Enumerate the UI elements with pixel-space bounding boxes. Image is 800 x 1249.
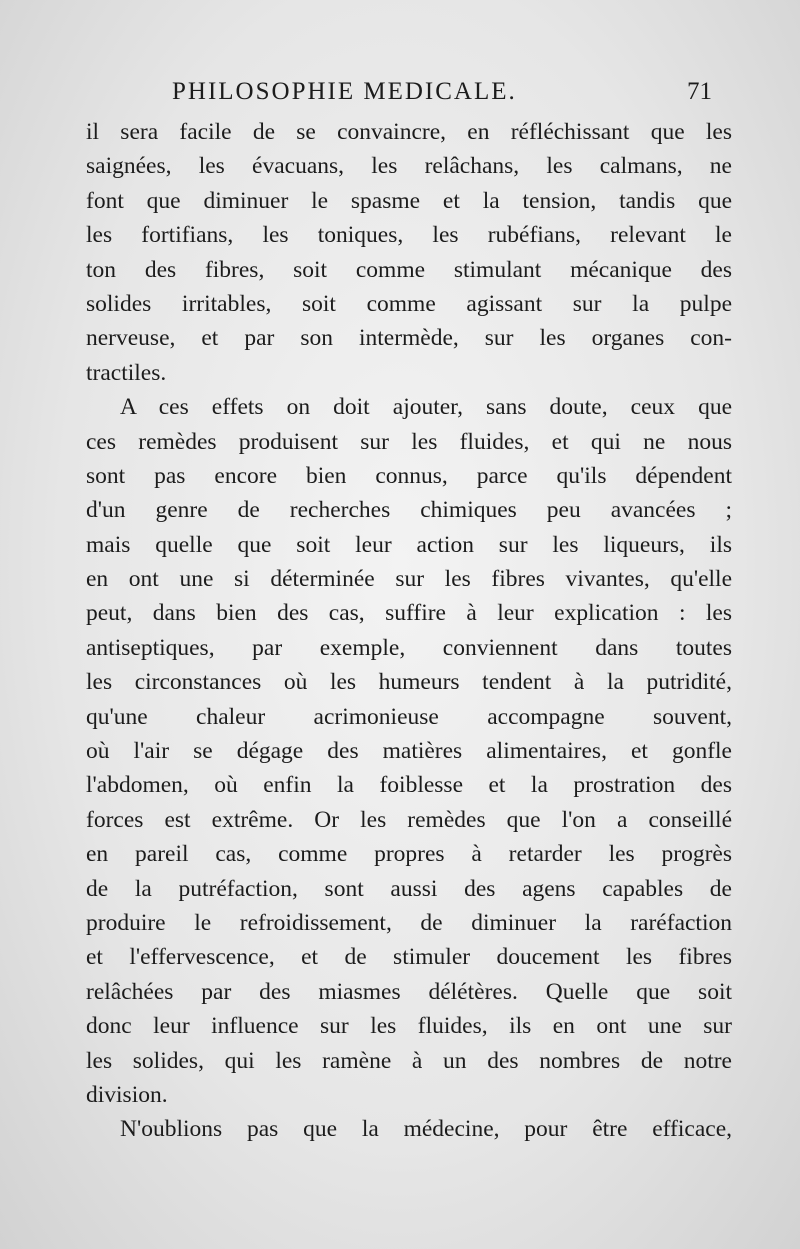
body-text: [86, 115, 732, 1147]
text-line: saignées, les évacuans, les relâchans, les calmans, ne: [86, 153, 732, 180]
text-line: relâchées par des miasmes délétères. Quelle que soit: [86, 978, 732, 1005]
text-line: et l'effervescence, et de stimuler doucement les fibres: [86, 944, 732, 971]
text-line: où l'air se dégage des matières alimentaires, et gonfle: [86, 738, 732, 765]
text-line: nerveuse, et par son intermède, sur les organes con-: [86, 325, 732, 352]
text-line: produire le refroidissement, de diminuer la raréfaction: [86, 909, 732, 936]
text-line: les fortifians, les toniques, les rubéfians, relevant le: [86, 222, 732, 249]
text-line: font que diminuer le spasme et la tension, tandis que: [86, 187, 732, 214]
text-line: qu'une chaleur acrimonieuse accompagne souvent,: [86, 703, 732, 730]
text-line: ces remèdes produisent sur les fluides, et qui ne nous: [86, 428, 732, 455]
text-line: d'un genre de recherches chimiques peu avancées ;: [86, 497, 732, 524]
text-line: donc leur influence sur les fluides, ils en ont une sur: [86, 1013, 732, 1040]
text-line: mais quelle que soit leur action sur les liqueurs, ils: [86, 531, 732, 558]
text-line: en pareil cas, comme propres à retarder les progrès: [86, 841, 732, 868]
text-line: peut, dans bien des cas, suffire à leur explication : les: [86, 600, 732, 627]
paragraph-1: [86, 115, 732, 390]
text-line: sont pas encore bien connus, parce qu'ils dépendent: [86, 462, 732, 489]
paragraph-2: [86, 390, 732, 1112]
paragraph-3: [86, 1112, 732, 1146]
text-line: solides irritables, soit comme agissant sur la pulpe: [86, 290, 732, 317]
text-line: N'oublions pas que la médecine, pour être efficace,: [120, 1116, 732, 1143]
text-line: en ont une si déterminée sur les fibres vivantes, qu'elle: [86, 566, 732, 593]
text-line: les solides, qui les ramène à un des nombres de notre: [86, 1047, 732, 1074]
text-line: A ces effets on doit ajouter, sans doute, ceux que: [120, 394, 732, 421]
text-line: il sera facile de se convaincre, en réfléchissant que les: [86, 119, 732, 145]
running-title: PHILOSOPHIE MEDICALE.: [172, 78, 517, 105]
text-line: ton des fibres, soit comme stimulant mécanique des: [86, 256, 732, 283]
text-line: forces est extrême. Or les remèdes que l'on a conseillé: [86, 806, 732, 833]
text-line: les circonstances où les humeurs tendent à la putridité,: [86, 669, 732, 696]
page-number: 71: [687, 78, 712, 105]
page-header: [172, 78, 712, 114]
text-line: de la putréfaction, sont aussi des agens capables de: [86, 875, 732, 902]
text-line: division.: [86, 1081, 168, 1108]
text-line: antiseptiques, par exemple, conviennent dans toutes: [86, 634, 732, 661]
text-line: l'abdomen, où enfin la foiblesse et la prostration des: [86, 772, 732, 799]
text-line: tractiles.: [86, 359, 167, 386]
